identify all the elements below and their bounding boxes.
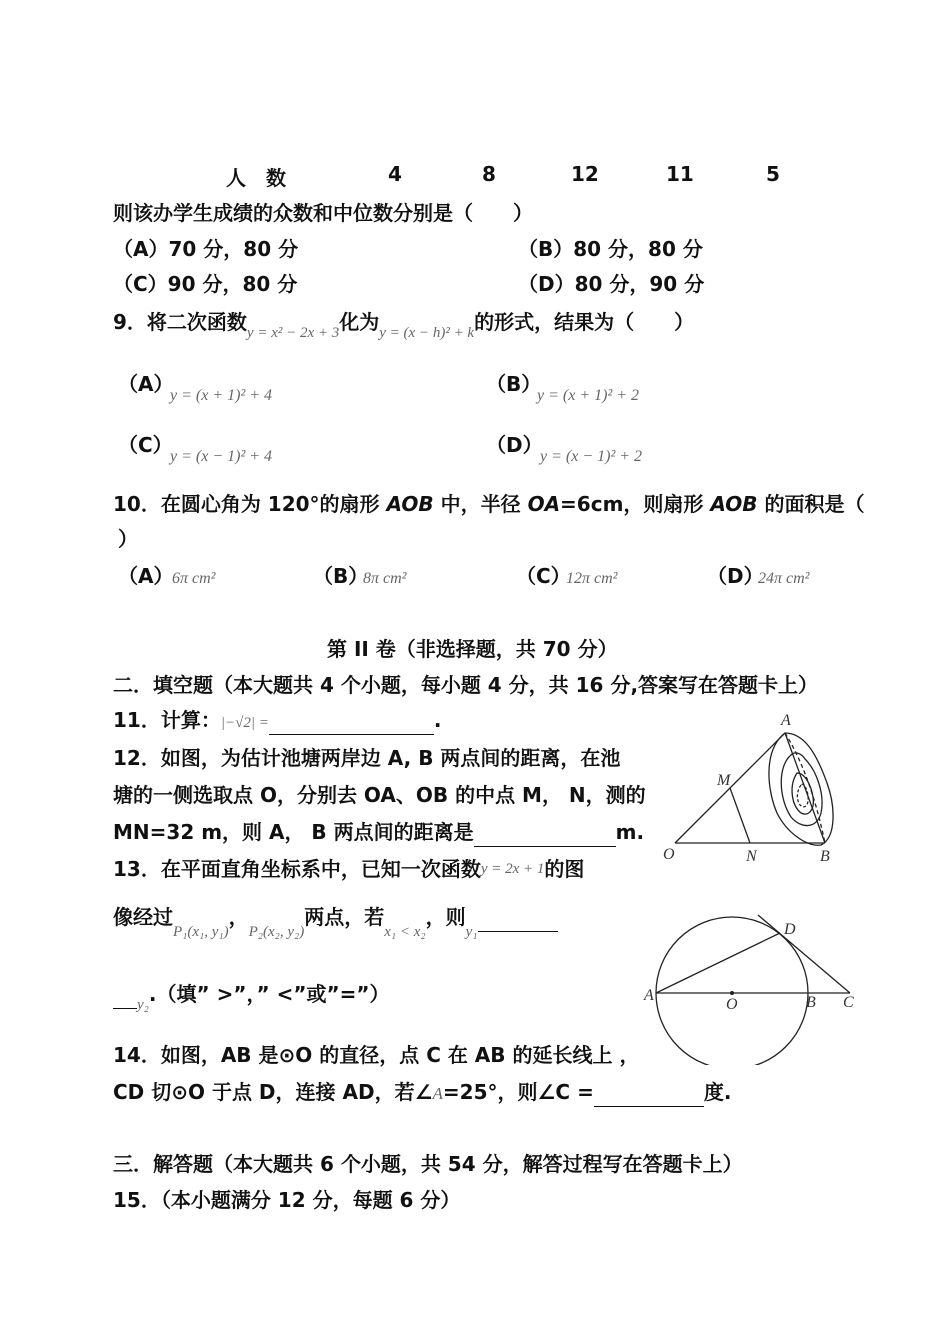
center-point-o bbox=[730, 991, 734, 995]
q13-point-p1: P₁(x₁, y₁) bbox=[173, 924, 229, 940]
q15-heading: 15．（本小题满分 12 分，每题 6 分） bbox=[113, 1188, 461, 1212]
q9-option-a-label: （A） bbox=[118, 372, 174, 396]
q10-option-c-label: （C） bbox=[516, 564, 571, 588]
label-b: B bbox=[806, 994, 816, 1011]
q10-option-a: 6π cm² bbox=[172, 570, 216, 587]
section-solve: 三．解答题（本大题共 6 个小题，共 54 分，解答过程写在答题卡上） bbox=[113, 1152, 743, 1176]
q9-option-c: y = (x − 1)² + 4 bbox=[170, 448, 273, 465]
q12-answer-blank bbox=[474, 818, 616, 847]
q9-option-d: y = (x − 1)² + 2 bbox=[540, 448, 643, 465]
q13-answer-blank bbox=[478, 903, 558, 932]
table-cell: 11 bbox=[666, 162, 694, 186]
q9-option-c-label: （C） bbox=[118, 433, 173, 457]
q10-stem: 10．在圆心角为 120°的扇形 AOB 中，半径 OA=6cm，则扇形 AOB 的面积是（ bbox=[113, 492, 865, 516]
q11-answer-blank bbox=[269, 706, 434, 735]
label-m: M bbox=[717, 772, 731, 789]
label-o: O bbox=[663, 846, 675, 863]
q13-line3: $_{y_2}$.（填” >”，” <”或”=”） bbox=[113, 980, 390, 1011]
label-c: C bbox=[843, 994, 854, 1011]
q13-point-p2: P₂(x₂, y₂) bbox=[248, 924, 305, 940]
q9-option-d-label: （D） bbox=[486, 433, 543, 457]
table-cell: 8 bbox=[482, 162, 496, 186]
label-n: N bbox=[746, 848, 757, 865]
q10-stem-end: ） bbox=[118, 527, 138, 551]
section-fill-in: 二．填空题（本大题共 4 个小题，每小题 4 分，共 16 分,答案写在答题卡上） bbox=[113, 673, 819, 697]
label-a: A bbox=[644, 987, 654, 1004]
q14-line2: CD 切⊙O 于点 D，连接 AD，若∠A=25°，则∠C = 度. bbox=[113, 1078, 731, 1108]
label-a: A bbox=[781, 712, 791, 729]
q10-option-b: 8π cm² bbox=[363, 570, 407, 587]
q10-option-d-label: （D） bbox=[707, 564, 764, 588]
q9-option-a: y = (x + 1)² + 4 bbox=[170, 387, 273, 404]
pond-contour bbox=[797, 784, 808, 807]
q9-option-b-label: （B） bbox=[486, 372, 542, 396]
segment-ad bbox=[656, 933, 780, 993]
q8-option-c: （C）90 分，80 分 bbox=[113, 272, 298, 296]
q14-line1: 14．如图，AB 是⊙O 的直径，点 C 在 AB 的延长线上 ， bbox=[113, 1043, 640, 1067]
pond-outline bbox=[769, 733, 833, 845]
table-row-label: 人 数 bbox=[226, 166, 286, 190]
q10-option-c: 12π cm² bbox=[566, 570, 618, 587]
q9-option-b: y = (x + 1)² + 2 bbox=[537, 387, 640, 404]
q13-function: y = 2x + 1 bbox=[480, 861, 545, 877]
q11-expression: |−√2| = bbox=[220, 715, 269, 731]
q10-option-a-label: （A） bbox=[118, 564, 174, 588]
q10-option-b-label: （B） bbox=[313, 564, 369, 588]
q13-line2: 像经过$_{P_1(x_1, y_1)}$，$_{P_2(x_2, y_2)}$两点，若$_{x_1 < x_2}$，则$_{y_1}$ bbox=[113, 903, 558, 934]
q12-line3: MN=32 m，则 A， B 两点间的距离是 m. bbox=[113, 818, 644, 847]
label-d: D bbox=[784, 921, 796, 938]
table-cell: 5 bbox=[766, 162, 780, 186]
q13-line1: 13．在平面直角坐标系中，已知一次函数y = 2x + 1的图 bbox=[113, 857, 585, 881]
pond-triangle-figure bbox=[655, 705, 860, 870]
q12-line1: 12．如图，为估计池塘两岸边 A, B 两点间的距离，在池 bbox=[113, 746, 621, 770]
q9-stem: 9．将二次函数$_{y = x^2 - 2x + 3}$化为$_{y = (x - h)^2 + k}$的形式，结果为（ ） bbox=[113, 310, 695, 341]
q14-answer-blank bbox=[594, 1078, 704, 1107]
q9-vertex-form: y = (x − h)² + k bbox=[379, 325, 475, 341]
circle-tangent-figure bbox=[640, 905, 865, 1065]
q8-option-d: （D）80 分，90 分 bbox=[518, 272, 705, 296]
table-cell: 4 bbox=[388, 162, 402, 186]
table-cell: 12 bbox=[571, 162, 599, 186]
part2-title: 第 II 卷（非选择题，共 70 分） bbox=[327, 637, 618, 661]
pond-contour bbox=[792, 773, 813, 814]
q8-stem: 则该办学生成绩的众数和中位数分别是（ ） bbox=[113, 201, 533, 225]
q12-line2: 塘的一侧选取点 O，分别去 OA、OB 的中点 M， N，测的 bbox=[113, 783, 646, 807]
q8-option-b: （B）80 分，80 分 bbox=[518, 237, 703, 261]
segment-ab bbox=[785, 733, 825, 843]
label-o: O bbox=[726, 996, 738, 1013]
tangent-cd bbox=[758, 915, 850, 993]
label-b: B bbox=[820, 848, 830, 865]
segment-mn bbox=[730, 788, 750, 843]
q10-option-d: 24π cm² bbox=[758, 570, 810, 587]
q9-function: y = x² − 2x + 3 bbox=[246, 325, 340, 341]
q8-option-a: （A）70 分，80 分 bbox=[113, 237, 299, 261]
q11: 11．计算：|−√2| = . bbox=[113, 706, 441, 737]
q13-condition: x₁ < x₂ bbox=[384, 924, 426, 940]
